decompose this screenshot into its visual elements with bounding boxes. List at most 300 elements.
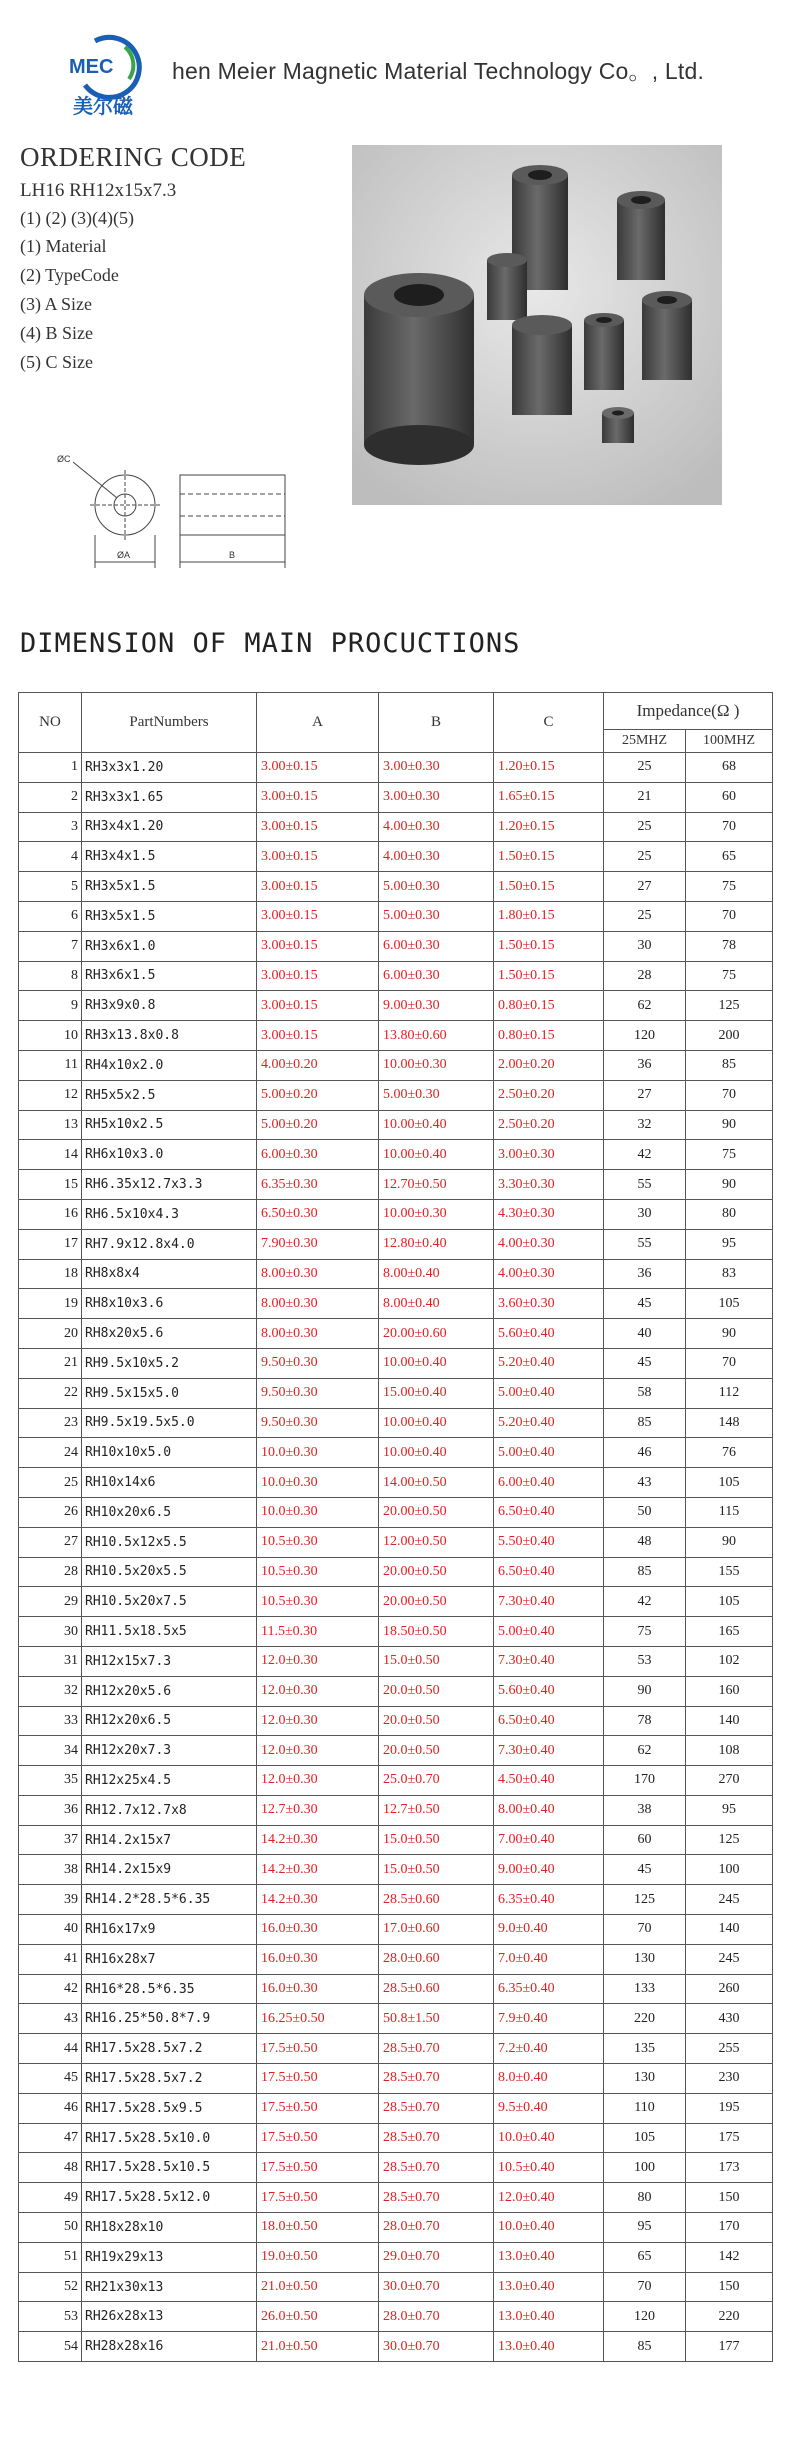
part-number: RH3x4x1.20	[82, 812, 257, 842]
dim-a: 10.0±0.30	[257, 1497, 379, 1527]
impedance-100mhz: 70	[686, 901, 773, 931]
impedance-100mhz: 75	[686, 872, 773, 902]
impedance-100mhz: 60	[686, 782, 773, 812]
dim-c: 1.50±0.15	[494, 931, 604, 961]
dim-b: 15.0±0.50	[379, 1855, 494, 1885]
dim-b: 25.0±0.70	[379, 1766, 494, 1796]
dim-a: 9.50±0.30	[257, 1408, 379, 1438]
dim-b: 3.00±0.30	[379, 753, 494, 783]
impedance-100mhz: 230	[686, 2064, 773, 2094]
dim-a: 17.5±0.50	[257, 2153, 379, 2183]
dim-c: 7.30±0.40	[494, 1587, 604, 1617]
table-row	[19, 1557, 773, 1587]
dim-a: 6.00±0.30	[257, 1140, 379, 1170]
impedance-25mhz: 85	[604, 1557, 686, 1587]
impedance-25mhz: 25	[604, 812, 686, 842]
impedance-100mhz: 115	[686, 1497, 773, 1527]
row-number: 5	[19, 872, 82, 902]
dim-c: 5.00±0.40	[494, 1378, 604, 1408]
part-number: RH6x10x3.0	[82, 1140, 257, 1170]
dim-b: 10.00±0.40	[379, 1408, 494, 1438]
dim-b: 20.0±0.50	[379, 1736, 494, 1766]
table-row	[19, 1259, 773, 1289]
dim-b: 4.00±0.30	[379, 842, 494, 872]
row-number: 21	[19, 1348, 82, 1378]
table-row	[19, 2153, 773, 2183]
dim-c: 3.00±0.30	[494, 1140, 604, 1170]
impedance-25mhz: 50	[604, 1497, 686, 1527]
ordering-line-c-size: (5) C Size	[20, 352, 93, 372]
table-row	[19, 1766, 773, 1796]
table-row	[19, 1944, 773, 1974]
impedance-25mhz: 80	[604, 2183, 686, 2213]
row-number: 28	[19, 1557, 82, 1587]
row-number: 20	[19, 1319, 82, 1349]
impedance-100mhz: 70	[686, 812, 773, 842]
part-number: RH16x28x7	[82, 1944, 257, 1974]
impedance-25mhz: 130	[604, 1944, 686, 1974]
row-number: 32	[19, 1676, 82, 1706]
dim-c: 9.00±0.40	[494, 1855, 604, 1885]
table-row	[19, 1348, 773, 1378]
dim-b: 29.0±0.70	[379, 2242, 494, 2272]
dim-c: 6.50±0.40	[494, 1497, 604, 1527]
impedance-25mhz: 43	[604, 1468, 686, 1498]
dim-a: 16.0±0.30	[257, 1944, 379, 1974]
dim-c: 1.50±0.15	[494, 872, 604, 902]
row-number: 27	[19, 1527, 82, 1557]
part-number: RH3x6x1.5	[82, 961, 257, 991]
impedance-25mhz: 38	[604, 1795, 686, 1825]
part-number: RH21x30x13	[82, 2272, 257, 2302]
dim-b: 10.00±0.40	[379, 1110, 494, 1140]
dim-c: 10.0±0.40	[494, 2123, 604, 2153]
dim-c: 2.00±0.20	[494, 1050, 604, 1080]
part-number: RH3x9x0.8	[82, 991, 257, 1021]
dim-c: 12.0±0.40	[494, 2183, 604, 2213]
dim-c: 1.50±0.15	[494, 961, 604, 991]
dim-c: 5.20±0.40	[494, 1408, 604, 1438]
dim-a: 26.0±0.50	[257, 2302, 379, 2332]
dim-a: 3.00±0.15	[257, 842, 379, 872]
table-row	[19, 991, 773, 1021]
row-number: 30	[19, 1617, 82, 1647]
table-row	[19, 842, 773, 872]
dim-b: 9.00±0.30	[379, 991, 494, 1021]
impedance-25mhz: 220	[604, 2004, 686, 2034]
dimension-section-title: DIMENSION OF MAIN PROCUCTIONS	[20, 628, 521, 659]
table-row	[19, 1736, 773, 1766]
dim-b: 4.00±0.30	[379, 812, 494, 842]
header-part-numbers: PartNumbers	[82, 693, 257, 753]
dim-b: 18.50±0.50	[379, 1617, 494, 1647]
ordering-code-title: ORDERING CODE	[20, 142, 247, 172]
impedance-25mhz: 48	[604, 1527, 686, 1557]
impedance-100mhz: 90	[686, 1527, 773, 1557]
impedance-100mhz: 90	[686, 1319, 773, 1349]
table-row	[19, 812, 773, 842]
impedance-25mhz: 28	[604, 961, 686, 991]
dim-c: 4.00±0.30	[494, 1229, 604, 1259]
impedance-25mhz: 70	[604, 2272, 686, 2302]
dim-c: 13.0±0.40	[494, 2302, 604, 2332]
impedance-100mhz: 430	[686, 2004, 773, 2034]
part-number: RH10.5x12x5.5	[82, 1527, 257, 1557]
dim-a: 8.00±0.30	[257, 1289, 379, 1319]
impedance-100mhz: 155	[686, 1557, 773, 1587]
table-row	[19, 2302, 773, 2332]
row-number: 37	[19, 1825, 82, 1855]
label-diameter-c: ØC	[57, 454, 71, 464]
table-row	[19, 1110, 773, 1140]
dim-a: 16.25±0.50	[257, 2004, 379, 2034]
impedance-25mhz: 42	[604, 1140, 686, 1170]
row-number: 19	[19, 1289, 82, 1319]
dim-b: 12.7±0.50	[379, 1795, 494, 1825]
table-row	[19, 1855, 773, 1885]
impedance-25mhz: 25	[604, 753, 686, 783]
row-number: 4	[19, 842, 82, 872]
dim-a: 7.90±0.30	[257, 1229, 379, 1259]
part-number: RH9.5x19.5x5.0	[82, 1408, 257, 1438]
dim-c: 0.80±0.15	[494, 991, 604, 1021]
dim-a: 12.0±0.30	[257, 1766, 379, 1796]
row-number: 54	[19, 2332, 82, 2362]
table-row	[19, 2332, 773, 2362]
impedance-25mhz: 25	[604, 842, 686, 872]
row-number: 1	[19, 753, 82, 783]
impedance-25mhz: 135	[604, 2034, 686, 2064]
row-number: 53	[19, 2302, 82, 2332]
ordering-code-indices: (1) (2) (3)(4)(5)	[20, 208, 134, 228]
dim-a: 3.00±0.15	[257, 931, 379, 961]
impedance-100mhz: 195	[686, 2093, 773, 2123]
dim-c: 5.60±0.40	[494, 1676, 604, 1706]
dim-a: 9.50±0.30	[257, 1348, 379, 1378]
dim-a: 12.0±0.30	[257, 1676, 379, 1706]
dim-c: 2.50±0.20	[494, 1110, 604, 1140]
impedance-100mhz: 105	[686, 1468, 773, 1498]
dim-c: 8.00±0.40	[494, 1795, 604, 1825]
table-row	[19, 931, 773, 961]
impedance-100mhz: 140	[686, 1915, 773, 1945]
dim-b: 3.00±0.30	[379, 782, 494, 812]
dim-b: 10.00±0.40	[379, 1348, 494, 1378]
row-number: 11	[19, 1050, 82, 1080]
part-number: RH3x3x1.20	[82, 753, 257, 783]
dim-c: 9.5±0.40	[494, 2093, 604, 2123]
dim-a: 12.0±0.30	[257, 1736, 379, 1766]
table-row	[19, 2242, 773, 2272]
table-row	[19, 1497, 773, 1527]
dim-b: 28.5±0.60	[379, 1974, 494, 2004]
part-number: RH10x10x5.0	[82, 1438, 257, 1468]
part-number: RH12x20x7.3	[82, 1736, 257, 1766]
dim-b: 12.70±0.50	[379, 1170, 494, 1200]
impedance-100mhz: 160	[686, 1676, 773, 1706]
dim-a: 3.00±0.15	[257, 872, 379, 902]
dim-a: 10.5±0.30	[257, 1557, 379, 1587]
impedance-25mhz: 21	[604, 782, 686, 812]
impedance-25mhz: 45	[604, 1289, 686, 1319]
table-row	[19, 2064, 773, 2094]
dim-a: 19.0±0.50	[257, 2242, 379, 2272]
table-row	[19, 2004, 773, 2034]
impedance-100mhz: 112	[686, 1378, 773, 1408]
impedance-25mhz: 85	[604, 1408, 686, 1438]
impedance-100mhz: 170	[686, 2213, 773, 2243]
dim-b: 20.00±0.60	[379, 1319, 494, 1349]
dim-c: 1.65±0.15	[494, 782, 604, 812]
part-number: RH8x10x3.6	[82, 1289, 257, 1319]
dim-c: 4.30±0.30	[494, 1199, 604, 1229]
ordering-code-example: LH16 RH12x15x7.3	[20, 180, 177, 201]
dim-a: 8.00±0.30	[257, 1259, 379, 1289]
dim-a: 3.00±0.15	[257, 782, 379, 812]
impedance-100mhz: 255	[686, 2034, 773, 2064]
part-number: RH9.5x10x5.2	[82, 1348, 257, 1378]
table-row	[19, 2272, 773, 2302]
part-number: RH14.2*28.5*6.35	[82, 1885, 257, 1915]
dim-b: 20.0±0.50	[379, 1676, 494, 1706]
dim-c: 1.80±0.15	[494, 901, 604, 931]
impedance-25mhz: 27	[604, 1080, 686, 1110]
header-impedance: Impedance(Ω )	[604, 693, 773, 730]
dim-a: 3.00±0.15	[257, 753, 379, 783]
impedance-25mhz: 120	[604, 2302, 686, 2332]
dim-a: 17.5±0.50	[257, 2183, 379, 2213]
dim-c: 6.00±0.40	[494, 1468, 604, 1498]
dim-a: 9.50±0.30	[257, 1378, 379, 1408]
row-number: 51	[19, 2242, 82, 2272]
dim-a: 5.00±0.20	[257, 1110, 379, 1140]
part-number: RH4x10x2.0	[82, 1050, 257, 1080]
impedance-25mhz: 40	[604, 1319, 686, 1349]
impedance-100mhz: 95	[686, 1229, 773, 1259]
part-number: RH16x17x9	[82, 1915, 257, 1945]
row-number: 43	[19, 2004, 82, 2034]
row-number: 10	[19, 1021, 82, 1051]
dim-c: 10.5±0.40	[494, 2153, 604, 2183]
logo-chinese: 美尔磁	[73, 94, 133, 118]
dim-b: 5.00±0.30	[379, 901, 494, 931]
dim-c: 9.0±0.40	[494, 1915, 604, 1945]
table-row	[19, 1408, 773, 1438]
table-row	[19, 2034, 773, 2064]
impedance-25mhz: 90	[604, 1676, 686, 1706]
dim-c: 3.60±0.30	[494, 1289, 604, 1319]
impedance-100mhz: 177	[686, 2332, 773, 2362]
row-number: 46	[19, 2093, 82, 2123]
impedance-25mhz: 170	[604, 1766, 686, 1796]
part-number: RH3x5x1.5	[82, 872, 257, 902]
dim-b: 20.0±0.50	[379, 1706, 494, 1736]
table-row	[19, 1199, 773, 1229]
impedance-100mhz: 150	[686, 2272, 773, 2302]
dim-b: 28.5±0.70	[379, 2034, 494, 2064]
table-row	[19, 1378, 773, 1408]
impedance-25mhz: 53	[604, 1646, 686, 1676]
dim-b: 5.00±0.30	[379, 1080, 494, 1110]
part-number: RH17.5x28.5x10.5	[82, 2153, 257, 2183]
row-number: 31	[19, 1646, 82, 1676]
dim-b: 20.00±0.50	[379, 1587, 494, 1617]
table-row	[19, 961, 773, 991]
table-row	[19, 901, 773, 931]
part-number: RH26x28x13	[82, 2302, 257, 2332]
part-number: RH5x5x2.5	[82, 1080, 257, 1110]
row-number: 3	[19, 812, 82, 842]
dim-b: 10.00±0.30	[379, 1050, 494, 1080]
part-number: RH12.7x12.7x8	[82, 1795, 257, 1825]
dim-a: 11.5±0.30	[257, 1617, 379, 1647]
dim-b: 28.5±0.70	[379, 2153, 494, 2183]
dim-c: 7.0±0.40	[494, 1944, 604, 1974]
dim-c: 6.35±0.40	[494, 1974, 604, 2004]
row-number: 25	[19, 1468, 82, 1498]
row-number: 22	[19, 1378, 82, 1408]
dim-b: 30.0±0.70	[379, 2332, 494, 2362]
dim-a: 12.7±0.30	[257, 1795, 379, 1825]
impedance-100mhz: 95	[686, 1795, 773, 1825]
table-row	[19, 2183, 773, 2213]
label-diameter-a: ØA	[117, 550, 131, 560]
dim-c: 13.0±0.40	[494, 2272, 604, 2302]
dim-c: 7.30±0.40	[494, 1736, 604, 1766]
dim-a: 3.00±0.15	[257, 901, 379, 931]
table-row	[19, 2123, 773, 2153]
part-number: RH6.5x10x4.3	[82, 1199, 257, 1229]
dim-b: 28.0±0.70	[379, 2213, 494, 2243]
dim-b: 5.00±0.30	[379, 872, 494, 902]
dim-a: 16.0±0.30	[257, 1915, 379, 1945]
technical-drawing	[55, 450, 295, 580]
dim-b: 12.80±0.40	[379, 1229, 494, 1259]
impedance-100mhz: 102	[686, 1646, 773, 1676]
dim-b: 28.5±0.60	[379, 1885, 494, 1915]
company-name: hen Meier Magnetic Material Technology Co。, Ltd.	[172, 58, 705, 84]
dim-a: 3.00±0.15	[257, 961, 379, 991]
dim-c: 6.50±0.40	[494, 1557, 604, 1587]
part-number: RH8x20x5.6	[82, 1319, 257, 1349]
table-row	[19, 1438, 773, 1468]
table-row	[19, 1617, 773, 1647]
part-number: RH10x14x6	[82, 1468, 257, 1498]
table-row	[19, 1080, 773, 1110]
dim-a: 17.5±0.50	[257, 2064, 379, 2094]
dim-b: 28.5±0.70	[379, 2183, 494, 2213]
dim-a: 12.0±0.30	[257, 1646, 379, 1676]
dim-a: 6.50±0.30	[257, 1199, 379, 1229]
impedance-25mhz: 65	[604, 2242, 686, 2272]
part-number: RH16*28.5*6.35	[82, 1974, 257, 2004]
impedance-100mhz: 140	[686, 1706, 773, 1736]
impedance-25mhz: 125	[604, 1885, 686, 1915]
dim-b: 6.00±0.30	[379, 961, 494, 991]
dim-c: 4.50±0.40	[494, 1766, 604, 1796]
dim-a: 14.2±0.30	[257, 1885, 379, 1915]
impedance-25mhz: 75	[604, 1617, 686, 1647]
dim-a: 14.2±0.30	[257, 1855, 379, 1885]
row-number: 6	[19, 901, 82, 931]
dim-c: 5.00±0.40	[494, 1617, 604, 1647]
dim-b: 10.00±0.40	[379, 1140, 494, 1170]
dim-b: 8.00±0.40	[379, 1259, 494, 1289]
dim-c: 3.30±0.30	[494, 1170, 604, 1200]
part-number: RH17.5x28.5x12.0	[82, 2183, 257, 2213]
impedance-100mhz: 78	[686, 931, 773, 961]
dim-c: 5.60±0.40	[494, 1319, 604, 1349]
impedance-100mhz: 150	[686, 2183, 773, 2213]
row-number: 23	[19, 1408, 82, 1438]
impedance-100mhz: 90	[686, 1110, 773, 1140]
dim-c: 13.0±0.40	[494, 2242, 604, 2272]
table-row	[19, 1795, 773, 1825]
impedance-25mhz: 58	[604, 1378, 686, 1408]
impedance-25mhz: 42	[604, 1587, 686, 1617]
impedance-25mhz: 45	[604, 1348, 686, 1378]
dim-c: 7.00±0.40	[494, 1825, 604, 1855]
dim-b: 15.0±0.50	[379, 1646, 494, 1676]
row-number: 38	[19, 1855, 82, 1885]
dim-c: 7.2±0.40	[494, 2034, 604, 2064]
impedance-25mhz: 120	[604, 1021, 686, 1051]
impedance-100mhz: 80	[686, 1199, 773, 1229]
table-row	[19, 2093, 773, 2123]
row-number: 2	[19, 782, 82, 812]
dim-c: 1.20±0.15	[494, 753, 604, 783]
table-row	[19, 1646, 773, 1676]
part-number: RH3x5x1.5	[82, 901, 257, 931]
impedance-100mhz: 85	[686, 1050, 773, 1080]
impedance-100mhz: 70	[686, 1080, 773, 1110]
dim-a: 10.0±0.30	[257, 1438, 379, 1468]
table-row	[19, 1974, 773, 2004]
table-row	[19, 2213, 773, 2243]
impedance-100mhz: 148	[686, 1408, 773, 1438]
impedance-25mhz: 30	[604, 1199, 686, 1229]
row-number: 7	[19, 931, 82, 961]
row-number: 16	[19, 1199, 82, 1229]
impedance-100mhz: 245	[686, 1885, 773, 1915]
dim-b: 30.0±0.70	[379, 2272, 494, 2302]
impedance-25mhz: 60	[604, 1825, 686, 1855]
label-b: B	[229, 550, 236, 560]
part-number: RH19x29x13	[82, 2242, 257, 2272]
impedance-100mhz: 108	[686, 1736, 773, 1766]
part-number: RH10.5x20x7.5	[82, 1587, 257, 1617]
dim-c: 10.0±0.40	[494, 2213, 604, 2243]
part-number: RH12x25x4.5	[82, 1766, 257, 1796]
part-number: RH14.2x15x7	[82, 1825, 257, 1855]
table-row	[19, 753, 773, 783]
table-row	[19, 1140, 773, 1170]
dim-a: 5.00±0.20	[257, 1080, 379, 1110]
part-number: RH3x3x1.65	[82, 782, 257, 812]
dim-c: 7.30±0.40	[494, 1646, 604, 1676]
row-number: 33	[19, 1706, 82, 1736]
dim-a: 10.5±0.30	[257, 1587, 379, 1617]
header-100mhz: 100MHZ	[686, 730, 773, 753]
impedance-25mhz: 46	[604, 1438, 686, 1468]
part-number: RH3x13.8x0.8	[82, 1021, 257, 1051]
dim-b: 28.0±0.60	[379, 1944, 494, 1974]
impedance-100mhz: 105	[686, 1289, 773, 1319]
impedance-25mhz: 105	[604, 2123, 686, 2153]
dim-c: 13.0±0.40	[494, 2332, 604, 2362]
row-number: 44	[19, 2034, 82, 2064]
dim-c: 8.0±0.40	[494, 2064, 604, 2094]
